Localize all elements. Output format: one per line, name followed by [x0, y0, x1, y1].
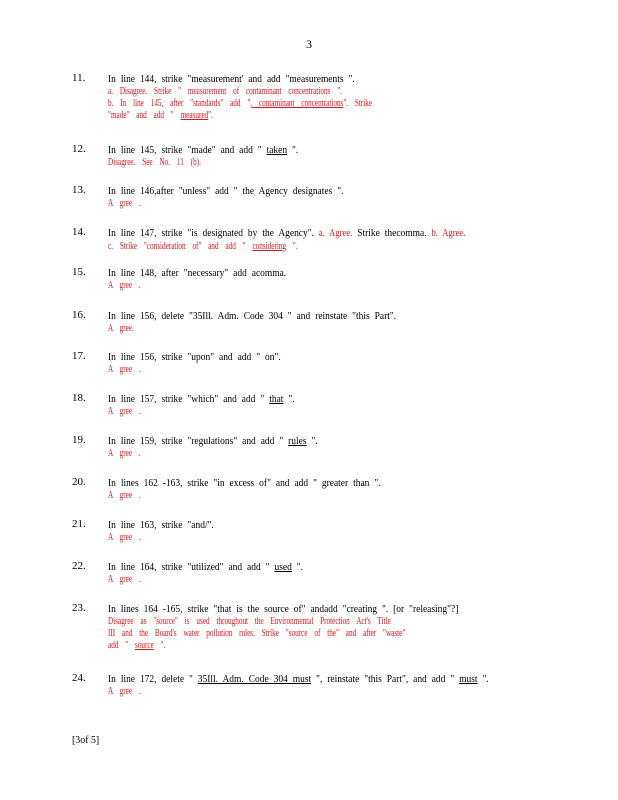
underlined-text: that — [269, 393, 284, 405]
item-response: III and the Board's water pollution rules. Strike "source of the" and after "waste" — [108, 628, 406, 639]
item-response: A gree . — [108, 532, 141, 543]
underlined-text: 35Ill. Adm. Code 304 must — [197, 673, 312, 685]
comment-item — [72, 184, 542, 210]
item-number: 21. — [72, 518, 86, 530]
item-instruction: In lines 164 -165, strike "that is the source of" andadd "creating ". [or "releasing"?] — [108, 603, 459, 615]
comment-item — [72, 392, 542, 418]
underlined-text: used — [274, 561, 292, 573]
item-response: A gree . — [108, 198, 141, 209]
comment-item — [72, 350, 542, 376]
comment-item — [72, 560, 542, 586]
item-instruction: In line 145, strike "made" and add " taken ". — [108, 144, 299, 156]
page-footer: [3of 5] — [72, 734, 100, 746]
item-response: b. In line 145, after "standards" add ", contaminant concentrations". Strike — [108, 98, 373, 109]
comment-item — [72, 266, 542, 292]
item-number: 22. — [72, 560, 86, 572]
inline-response: a. Agree. — [318, 228, 353, 239]
comment-item — [72, 518, 542, 544]
item-body — [108, 434, 542, 460]
item-instruction: In line 144, strike "measurement' and add "measurements ". — [108, 73, 355, 85]
item-response: Disagree. See No. 11 (b). — [108, 157, 201, 168]
item-response: a. Disagree. Strike " measurement of contaminant concentrations ". — [108, 86, 342, 97]
item-body — [108, 476, 542, 502]
item-instruction: In line 147, strike "is designated by the Agency". a. Agree. Strike thecomma. b. Agree. — [108, 227, 466, 239]
underlined-text: rules — [288, 435, 307, 447]
item-number: 12. — [72, 143, 86, 155]
inline-response: b. Agree. — [431, 228, 466, 239]
item-body — [108, 309, 542, 335]
item-body — [108, 672, 542, 698]
underlined-text: measured — [180, 110, 209, 121]
item-instruction: In line 146,after "unless" add " the Agency designates ". — [108, 185, 344, 197]
item-body — [108, 602, 542, 652]
item-instruction: In line 163, strike "and/". — [108, 519, 214, 531]
item-number: 18. — [72, 392, 86, 404]
item-response: Disagree as "source" is used throughout the Environmental Protection Act's Title — [108, 616, 391, 627]
comment-item — [72, 602, 542, 652]
item-body — [108, 350, 542, 376]
item-number: 24. — [72, 672, 86, 684]
item-body — [108, 72, 542, 122]
item-number: 13. — [72, 184, 86, 196]
comment-item — [72, 476, 542, 502]
underlined-text: must — [459, 673, 478, 685]
item-response: c. Strike "consideration of" and add " considering ". — [108, 241, 298, 252]
item-number: 17. — [72, 350, 86, 362]
item-body — [108, 518, 542, 544]
item-response: A gree . — [108, 448, 141, 459]
item-number: 11. — [72, 72, 86, 84]
item-instruction: In line 159, strike "regulations" and add " rules ". — [108, 435, 318, 447]
item-response: A gree . — [108, 280, 141, 291]
item-response: "made" and add " measured". — [108, 110, 213, 121]
item-number: 14. — [72, 226, 86, 238]
page-number: 3 — [306, 37, 312, 51]
underlined-text: , contaminant concentrations — [250, 98, 344, 109]
item-body — [108, 143, 542, 169]
item-number: 15. — [72, 266, 86, 278]
underlined-text: source — [135, 640, 154, 651]
item-body — [108, 560, 542, 586]
item-response: A gree . — [108, 574, 141, 585]
underlined-text: taken — [266, 144, 288, 156]
item-number: 20. — [72, 476, 86, 488]
item-instruction: In line 172, delete " 35Ill. Adm. Code 304 must ", reinstate "this Part", and add " must ". — [108, 673, 489, 685]
comment-item — [72, 226, 542, 253]
item-body — [108, 392, 542, 418]
item-body — [108, 266, 542, 292]
comment-item — [72, 672, 542, 698]
item-instruction: In line 148, after "necessary" add acomma. — [108, 267, 287, 279]
item-response: A gree . — [108, 364, 141, 375]
item-instruction: In line 156, strike "upon" and add " on". — [108, 351, 281, 363]
item-body — [108, 184, 542, 210]
item-response: A gree. — [108, 323, 134, 334]
item-number: 23. — [72, 602, 86, 614]
item-number: 16. — [72, 309, 86, 321]
item-body — [108, 226, 542, 253]
item-response: A gree . — [108, 490, 141, 501]
underlined-text: considering — [252, 241, 287, 252]
item-instruction: In line 164, strike "utilized" and add " used ". — [108, 561, 304, 573]
item-instruction: In line 157, strike "which" and add " that ". — [108, 393, 295, 405]
comment-item — [72, 72, 542, 122]
comment-item — [72, 309, 542, 335]
item-response: A gree . — [108, 686, 141, 697]
comment-item — [72, 434, 542, 460]
item-number: 19. — [72, 434, 86, 446]
item-instruction: In line 156, delete "35Ill. Adm. Code 304 " and reinstate "this Part". — [108, 310, 397, 322]
item-response: A gree . — [108, 406, 141, 417]
item-response: add " source ". — [108, 640, 166, 651]
comment-item — [72, 143, 542, 169]
item-instruction: In lines 162 -163, strike "in excess of" and add " greater than ". — [108, 477, 381, 489]
